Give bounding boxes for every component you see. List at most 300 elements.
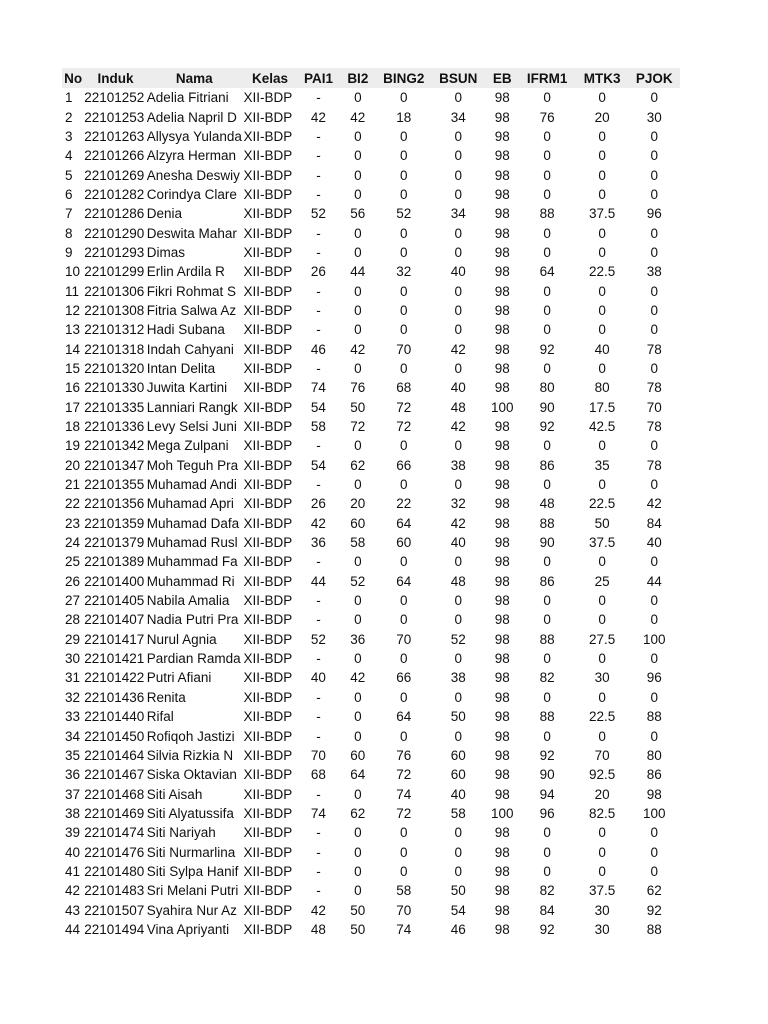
cell-nama: Muhammad Fa [146,554,238,570]
cell-pjok: 0 [650,360,658,376]
cell-bi2: 0 [354,360,362,376]
cell-bi2: 0 [354,148,362,164]
cell-bi2: 58 [350,535,366,551]
cell-mtk3: 0 [598,322,606,338]
cell-induk: 22101407 [84,612,145,628]
cell-bsun: 0 [454,593,463,609]
cell-bsun: 40 [450,264,466,280]
cell-nama: Muhamad Dafa [146,515,240,531]
cell-nama: Syahira Nur Az [146,902,237,918]
cell-induk: 22101253 [84,109,145,125]
cell-nama: Pardian Ramda [146,651,241,667]
cell-induk: 22101464 [84,747,145,763]
cell-nama: Nurul Agnia [146,631,217,647]
cell-pai1: - [316,786,321,802]
cell-bsun: 0 [454,90,463,106]
cell-bi2: 0 [354,167,362,183]
cell-kelas: XII-BDP [243,244,293,260]
cell-pjok: 0 [650,167,658,183]
cell-mtk3: 0 [598,554,606,570]
cell-pjok: 78 [646,457,662,473]
cell-mtk3: 0 [598,593,606,609]
cell-mtk3: 20 [594,786,610,802]
cell-pai1: 42 [310,109,326,125]
cell-pai1: - [316,128,321,144]
cell-induk: 22101355 [84,477,145,493]
cell-bsun: 0 [454,728,463,744]
cell-pai1: - [316,90,321,106]
cell-bing2: 66 [396,457,412,473]
table-row [62,726,680,745]
cell-ifrm1: 88 [539,631,555,647]
cell-pjok: 0 [650,283,658,299]
cell-no: 7 [65,206,73,222]
cell-induk: 22101359 [84,515,145,531]
cell-bi2: 0 [354,128,362,144]
cell-mtk3: 0 [598,244,606,260]
cell-no: 26 [65,573,81,589]
table-row [62,127,680,146]
cell-bsun: 38 [450,670,466,686]
cell-mtk3: 17.5 [589,399,616,415]
cell-bing2: 72 [396,399,412,415]
cell-ifrm1: 76 [539,109,555,125]
cell-bing2: 0 [400,689,408,705]
cell-induk: 22101450 [84,728,145,744]
cell-kelas: XII-BDP [243,438,293,454]
cell-kelas: XII-BDP [243,90,293,106]
cell-no: 13 [65,322,81,338]
cell-bi2: 60 [350,515,366,531]
grades-table [62,68,680,939]
cell-bing2: 70 [396,341,412,357]
table-row [62,610,680,629]
cell-bing2: 76 [396,747,412,763]
cell-ifrm1: 80 [539,380,555,396]
cell-bi2: 0 [354,302,362,318]
table-row [62,746,680,765]
cell-eb: 98 [494,631,510,647]
cell-ifrm1: 0 [543,167,551,183]
header-kelas: Kelas [242,68,299,88]
cell-mtk3: 0 [598,863,606,879]
cell-mtk3: 30 [594,921,610,937]
cell-pjok: 0 [650,148,658,164]
cell-pjok: 0 [650,477,658,493]
cell-bing2: 74 [396,786,412,802]
cell-mtk3: 37.5 [589,883,616,899]
cell-induk: 22101379 [84,535,145,551]
cell-bsun: 0 [454,689,463,705]
cell-no: 11 [65,283,80,299]
table-row [62,862,680,881]
cell-no: 28 [65,612,81,628]
cell-mtk3: 0 [598,689,606,705]
cell-pai1: 36 [310,535,326,551]
cell-pjok: 0 [650,844,658,860]
cell-ifrm1: 92 [539,419,555,435]
cell-nama: Corindya Clare [146,186,237,202]
cell-pai1: 58 [310,419,326,435]
cell-pai1: 74 [310,380,326,396]
cell-bsun: 0 [454,863,463,879]
cell-bi2: 42 [350,670,366,686]
cell-pjok: 30 [646,109,662,125]
cell-induk: 22101312 [84,322,145,338]
cell-eb: 98 [494,264,510,280]
cell-induk: 22101494 [84,921,145,937]
cell-bing2: 0 [400,844,408,860]
cell-eb: 98 [494,825,510,841]
cell-bing2: 64 [396,515,412,531]
header-bing2: BING2 [377,68,431,88]
table-row [62,842,680,861]
cell-eb: 98 [494,206,510,222]
cell-bing2: 0 [400,554,408,570]
cell-mtk3: 30 [594,902,610,918]
cell-pai1: - [316,554,321,570]
cell-bsun: 0 [454,148,463,164]
cell-no: 34 [65,728,81,744]
cell-bsun: 42 [450,419,466,435]
cell-bing2: 60 [396,535,412,551]
cell-nama: Muhamad Rusl [146,535,238,551]
cell-pai1: - [316,651,321,667]
cell-bing2: 0 [400,612,408,628]
cell-mtk3: 0 [598,438,606,454]
cell-pai1: - [316,360,321,376]
cell-pjok: 70 [646,399,662,415]
cell-induk: 22101468 [84,786,145,802]
cell-mtk3: 0 [598,90,606,106]
cell-pai1: 74 [310,805,326,821]
cell-mtk3: 22.5 [589,264,616,280]
cell-bsun: 40 [450,380,466,396]
cell-bi2: 42 [350,109,366,125]
cell-induk: 22101476 [84,844,145,860]
cell-no: 32 [65,689,81,705]
cell-mtk3: 0 [598,186,606,202]
cell-mtk3: 22.5 [589,496,616,512]
cell-pai1: - [316,186,321,202]
cell-nama: Deswita Mahar [146,225,237,241]
cell-eb: 98 [494,670,510,686]
cell-kelas: XII-BDP [243,167,293,183]
cell-bsun: 0 [454,128,463,144]
cell-ifrm1: 0 [543,322,551,338]
cell-no: 36 [65,767,81,783]
cell-bsun: 0 [454,283,463,299]
cell-bi2: 0 [354,728,362,744]
cell-no: 14 [65,341,81,357]
cell-induk: 22101269 [84,167,145,183]
cell-no: 20 [65,457,81,473]
table-row [62,146,680,165]
cell-nama: Muhamad Andi [146,477,237,493]
cell-mtk3: 40 [594,341,610,357]
cell-induk: 22101306 [84,283,145,299]
header-mtk3: MTK3 [576,68,629,88]
cell-pjok: 78 [646,419,662,435]
cell-bi2: 20 [350,496,366,512]
cell-nama: Denia [146,206,183,222]
cell-eb: 98 [494,612,510,628]
cell-ifrm1: 82 [539,883,555,899]
cell-eb: 98 [494,244,510,260]
cell-bsun: 40 [450,535,466,551]
cell-ifrm1: 0 [543,728,551,744]
cell-bsun: 0 [454,477,463,493]
cell-no: 42 [65,883,81,899]
cell-nama: Anesha Deswiy [146,167,240,183]
cell-bi2: 0 [354,438,362,454]
cell-eb: 98 [494,554,510,570]
cell-bsun: 42 [450,341,466,357]
cell-nama: Nadia Putri Pra [146,612,239,628]
cell-no: 35 [65,747,81,763]
cell-bi2: 62 [350,805,366,821]
cell-mtk3: 0 [598,360,606,376]
cell-induk: 22101483 [84,883,145,899]
cell-ifrm1: 0 [543,148,551,164]
cell-mtk3: 0 [598,283,606,299]
cell-ifrm1: 0 [543,186,551,202]
cell-mtk3: 30 [594,670,610,686]
cell-bing2: 52 [396,206,412,222]
cell-no: 1 [65,90,73,106]
cell-pjok: 40 [646,535,662,551]
cell-ifrm1: 0 [543,689,551,705]
cell-bsun: 0 [454,438,463,454]
cell-no: 27 [65,593,81,609]
table-row [62,630,680,649]
cell-induk: 22101480 [84,863,145,879]
cell-no: 18 [65,419,81,435]
cell-mtk3: 25 [594,573,610,589]
cell-bsun: 0 [454,651,463,667]
cell-ifrm1: 94 [539,786,555,802]
cell-bsun: 0 [454,302,463,318]
cell-no: 37 [65,786,81,802]
cell-kelas: XII-BDP [243,399,293,415]
cell-ifrm1: 0 [543,554,551,570]
cell-ifrm1: 90 [539,535,555,551]
cell-ifrm1: 0 [543,283,551,299]
cell-bi2: 0 [354,689,362,705]
cell-kelas: XII-BDP [243,554,293,570]
cell-eb: 98 [494,302,510,318]
cell-pai1: - [316,612,321,628]
cell-ifrm1: 0 [543,225,551,241]
cell-bi2: 0 [354,593,362,609]
cell-no: 6 [65,186,73,202]
cell-bi2: 0 [354,186,362,202]
cell-nama: Siti Sylpa Hanif [146,863,239,879]
table-row [62,281,680,300]
table-row [62,533,680,552]
table-row [62,223,680,242]
cell-ifrm1: 88 [539,515,555,531]
cell-bing2: 0 [400,90,408,106]
cell-pai1: 40 [310,670,326,686]
cell-mtk3: 0 [598,477,606,493]
cell-bi2: 0 [354,709,362,725]
cell-induk: 22101469 [84,805,145,821]
cell-kelas: XII-BDP [243,728,293,744]
cell-no: 23 [65,515,81,531]
cell-pjok: 78 [646,380,662,396]
cell-kelas: XII-BDP [243,322,293,338]
cell-pjok: 0 [650,612,658,628]
cell-kelas: XII-BDP [243,883,293,899]
cell-induk: 22101467 [84,767,145,783]
cell-bsun: 60 [450,747,466,763]
cell-bsun: 0 [454,244,463,260]
cell-kelas: XII-BDP [243,805,293,821]
cell-kelas: XII-BDP [243,283,293,299]
cell-kelas: XII-BDP [243,148,293,164]
cell-induk: 22101356 [84,496,145,512]
cell-nama: Siti Aisah [146,786,203,802]
cell-pai1: 44 [310,573,326,589]
cell-bi2: 0 [354,786,362,802]
cell-nama: Hadi Subana [146,322,225,338]
cell-no: 43 [65,902,81,918]
cell-pjok: 86 [646,767,662,783]
cell-bsun: 0 [454,360,463,376]
table-row [62,320,680,339]
cell-ifrm1: 0 [543,90,551,106]
cell-induk: 22101282 [84,186,145,202]
cell-nama: Fitria Salwa Az [146,302,237,318]
cell-bsun: 0 [454,554,463,570]
cell-kelas: XII-BDP [243,186,293,202]
cell-pjok: 98 [646,786,662,802]
cell-pai1: 52 [310,631,326,647]
cell-bi2: 64 [350,767,366,783]
cell-bsun: 54 [450,902,466,918]
cell-pjok: 0 [650,186,658,202]
cell-pjok: 0 [650,225,658,241]
cell-no: 30 [65,651,81,667]
cell-pai1: 52 [310,206,326,222]
cell-bsun: 48 [450,573,466,589]
cell-kelas: XII-BDP [243,109,293,125]
cell-nama: Renita [146,689,186,705]
cell-eb: 98 [494,883,510,899]
cell-induk: 22101400 [84,573,145,589]
cell-eb: 98 [494,844,510,860]
cell-pai1: 46 [310,341,326,357]
cell-kelas: XII-BDP [243,689,293,705]
cell-bi2: 76 [350,380,366,396]
cell-bing2: 72 [396,805,412,821]
cell-bi2: 0 [354,225,362,241]
cell-mtk3: 42.5 [589,419,616,435]
cell-induk: 22101336 [84,419,145,435]
cell-no: 9 [65,244,73,260]
cell-bing2: 0 [400,360,408,376]
cell-bi2: 44 [350,264,366,280]
cell-eb: 98 [494,128,510,144]
cell-eb: 98 [494,360,510,376]
cell-no: 39 [65,825,81,841]
cell-pjok: 0 [650,90,658,106]
cell-pai1: 68 [310,767,326,783]
cell-pjok: 0 [650,689,658,705]
cell-bi2: 0 [354,283,362,299]
table-row [62,784,680,803]
cell-bing2: 72 [396,767,412,783]
cell-mtk3: 27.5 [589,631,616,647]
cell-kelas: XII-BDP [243,651,293,667]
table-row [62,165,680,184]
cell-ifrm1: 48 [539,496,555,512]
cell-nama: Rofiqoh Jastizi [146,728,235,744]
cell-mtk3: 0 [598,825,606,841]
cell-induk: 22101335 [84,399,145,415]
cell-induk: 22101422 [84,670,145,686]
cell-induk: 22101293 [84,244,145,260]
cell-bsun: 32 [450,496,466,512]
cell-mtk3: 0 [598,148,606,164]
cell-kelas: XII-BDP [243,302,293,318]
table-row [62,475,680,494]
cell-eb: 98 [494,419,510,435]
header-induk: Induk [84,68,147,88]
cell-bi2: 0 [354,883,362,899]
cell-nama: Moh Teguh Pra [146,457,239,473]
table-row [62,456,680,475]
header-ifrm1: IFRM1 [518,68,576,88]
cell-mtk3: 0 [598,612,606,628]
cell-bsun: 50 [450,709,466,725]
cell-nama: Muhammad Ri [146,573,235,589]
cell-bi2: 56 [350,206,366,222]
cell-bsun: 0 [454,322,463,338]
cell-ifrm1: 0 [543,844,551,860]
cell-pai1: - [316,593,321,609]
cell-pjok: 78 [646,341,662,357]
cell-eb: 98 [494,573,510,589]
cell-ifrm1: 92 [539,921,555,937]
cell-bsun: 0 [454,186,463,202]
cell-eb: 100 [490,805,514,821]
cell-kelas: XII-BDP [243,380,293,396]
cell-bing2: 66 [396,670,412,686]
cell-mtk3: 0 [598,302,606,318]
cell-eb: 98 [494,148,510,164]
cell-bi2: 72 [350,419,366,435]
cell-pjok: 0 [650,554,658,570]
cell-nama: Sri Melani Putri [146,883,239,899]
cell-pai1: 42 [310,902,326,918]
cell-bi2: 0 [354,612,362,628]
cell-mtk3: 37.5 [589,206,616,222]
header-no: No [62,68,84,88]
cell-eb: 98 [494,380,510,396]
cell-no: 38 [65,805,81,821]
cell-pjok: 0 [650,322,658,338]
cell-eb: 98 [494,535,510,551]
cell-bing2: 0 [400,302,408,318]
cell-bi2: 0 [354,322,362,338]
cell-ifrm1: 0 [543,825,551,841]
cell-pai1: - [316,825,321,841]
cell-kelas: XII-BDP [243,921,293,937]
table-row [62,107,680,126]
cell-nama: Adelia Napril D [146,109,237,125]
